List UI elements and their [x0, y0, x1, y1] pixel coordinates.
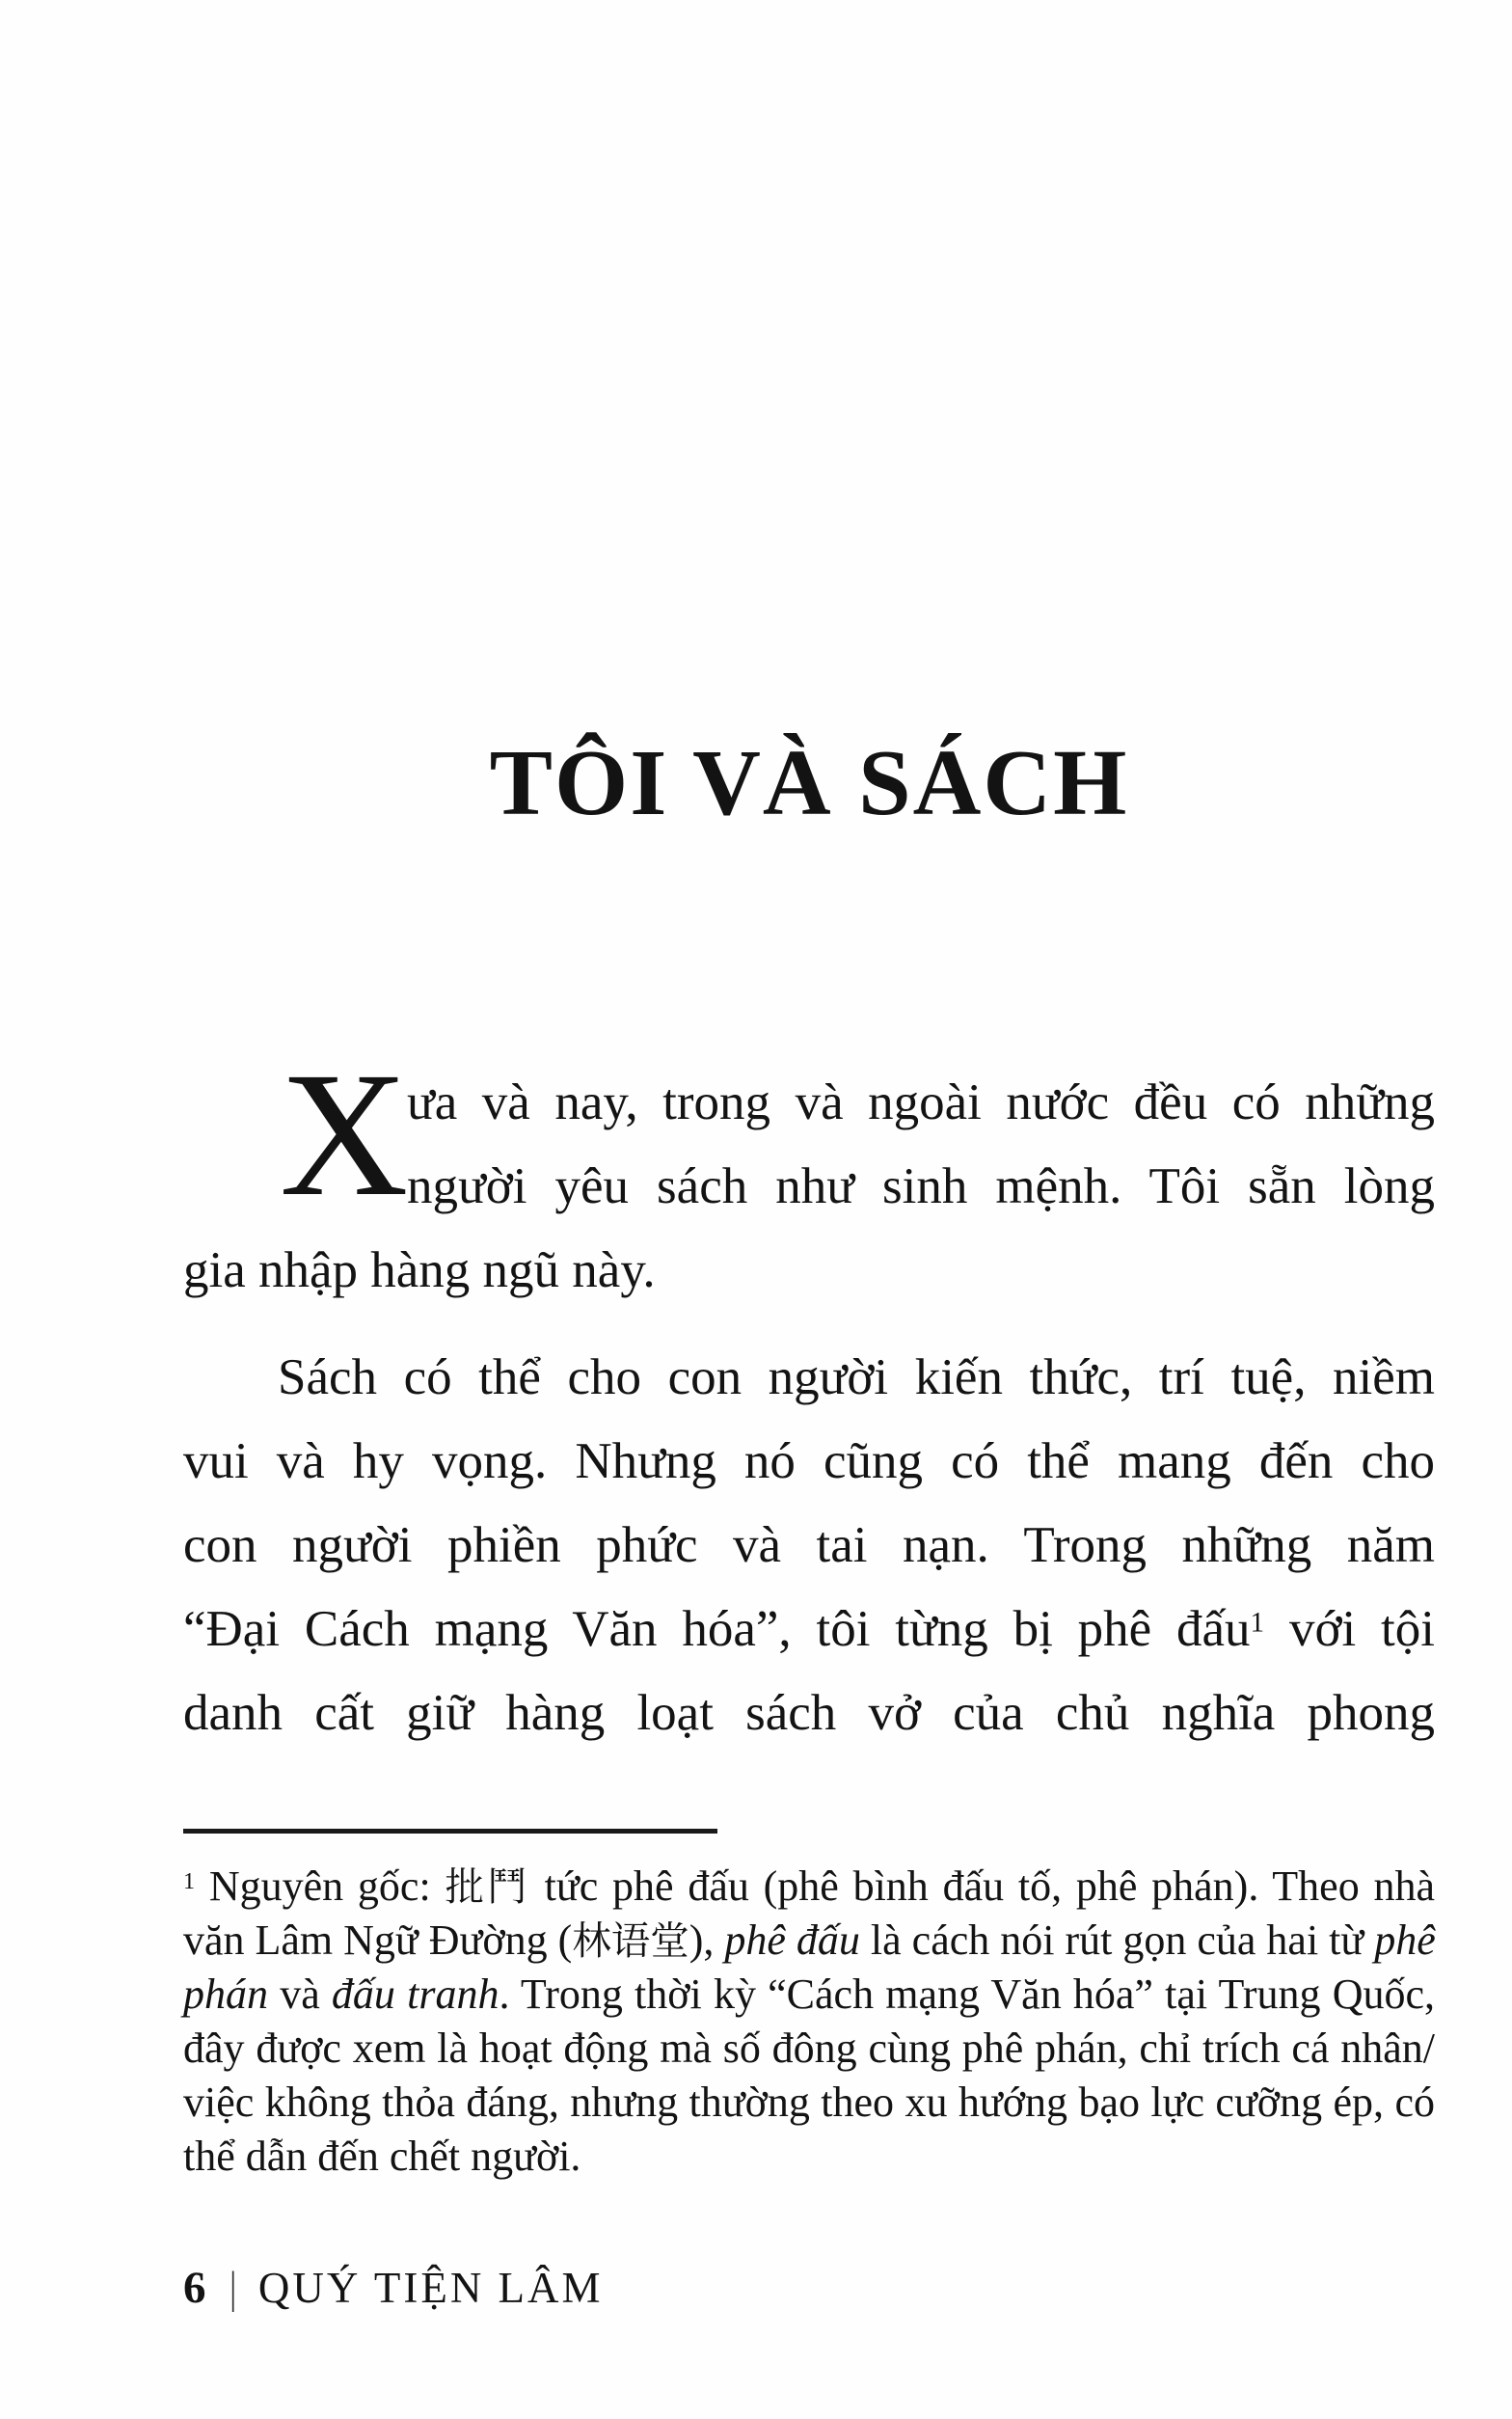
text-line: ưa và nay, trong và ngoài nước đều có những [407, 1074, 1435, 1130]
paragraph-1 [183, 1036, 1435, 1313]
chapter-title: TÔI VÀ SÁCH [489, 731, 1129, 835]
footnote-separator-rule [183, 1829, 717, 1834]
text-line: “Đại Cách mạng Văn hóa”, tôi từng bị phê đấu$^1$ với tội [183, 1601, 1436, 1657]
body-text [183, 1036, 1436, 1755]
footnote-line: đây được xem là hoạt động mà số đông cùng phê phán, chỉ trích cá nhân/ [183, 2025, 1435, 2072]
page-footer [183, 2261, 604, 2315]
text-line: người yêu sách như sinh mệnh. Tôi sẵn lòng [407, 1158, 1435, 1214]
paragraph-2 [183, 1336, 1435, 1755]
drop-cap: X [280, 1036, 409, 1234]
text-line: vui và hy vọng. Nhưng nó cũng có thể mang đến cho [183, 1433, 1435, 1489]
text-line: Sách có thể cho con người kiến thức, trí tuệ, niềm [278, 1349, 1435, 1405]
footer-separator: | [229, 2263, 236, 2313]
text-line: con người phiền phức và tai nạn. Trong những năm [183, 1517, 1435, 1573]
footnote-line: thể dẫn đến chết người. [183, 2133, 581, 2180]
footnote-line: phán và đấu tranh. Trong thời kỳ “Cách mạng Văn hóa” tại Trung Quốc, [183, 1971, 1436, 2018]
footnote [183, 1860, 1435, 2184]
footnote-line: việc không thỏa đáng, nhưng thường theo xu hướng bạo lực cưỡng ép, có [183, 2079, 1435, 2126]
footnote-line: văn Lâm Ngữ Đường (林语堂), phê đấu là cách nói rút gọn của hai từ phê [183, 1916, 1436, 1964]
text-line: gia nhập hàng ngũ này. [183, 1242, 656, 1298]
page-number: 6 [183, 2263, 207, 2313]
text-line: danh cất giữ hàng loạt sách vở của chủ nghĩa phong [183, 1685, 1435, 1741]
running-title: QUÝ TIỆN LÂM [257, 2264, 604, 2312]
footnote-line: $^1$ Nguyên gốc: 批鬥 tức phê đấu (phê bình đấu tố, phê phán). Theo nhà [183, 1862, 1436, 1910]
